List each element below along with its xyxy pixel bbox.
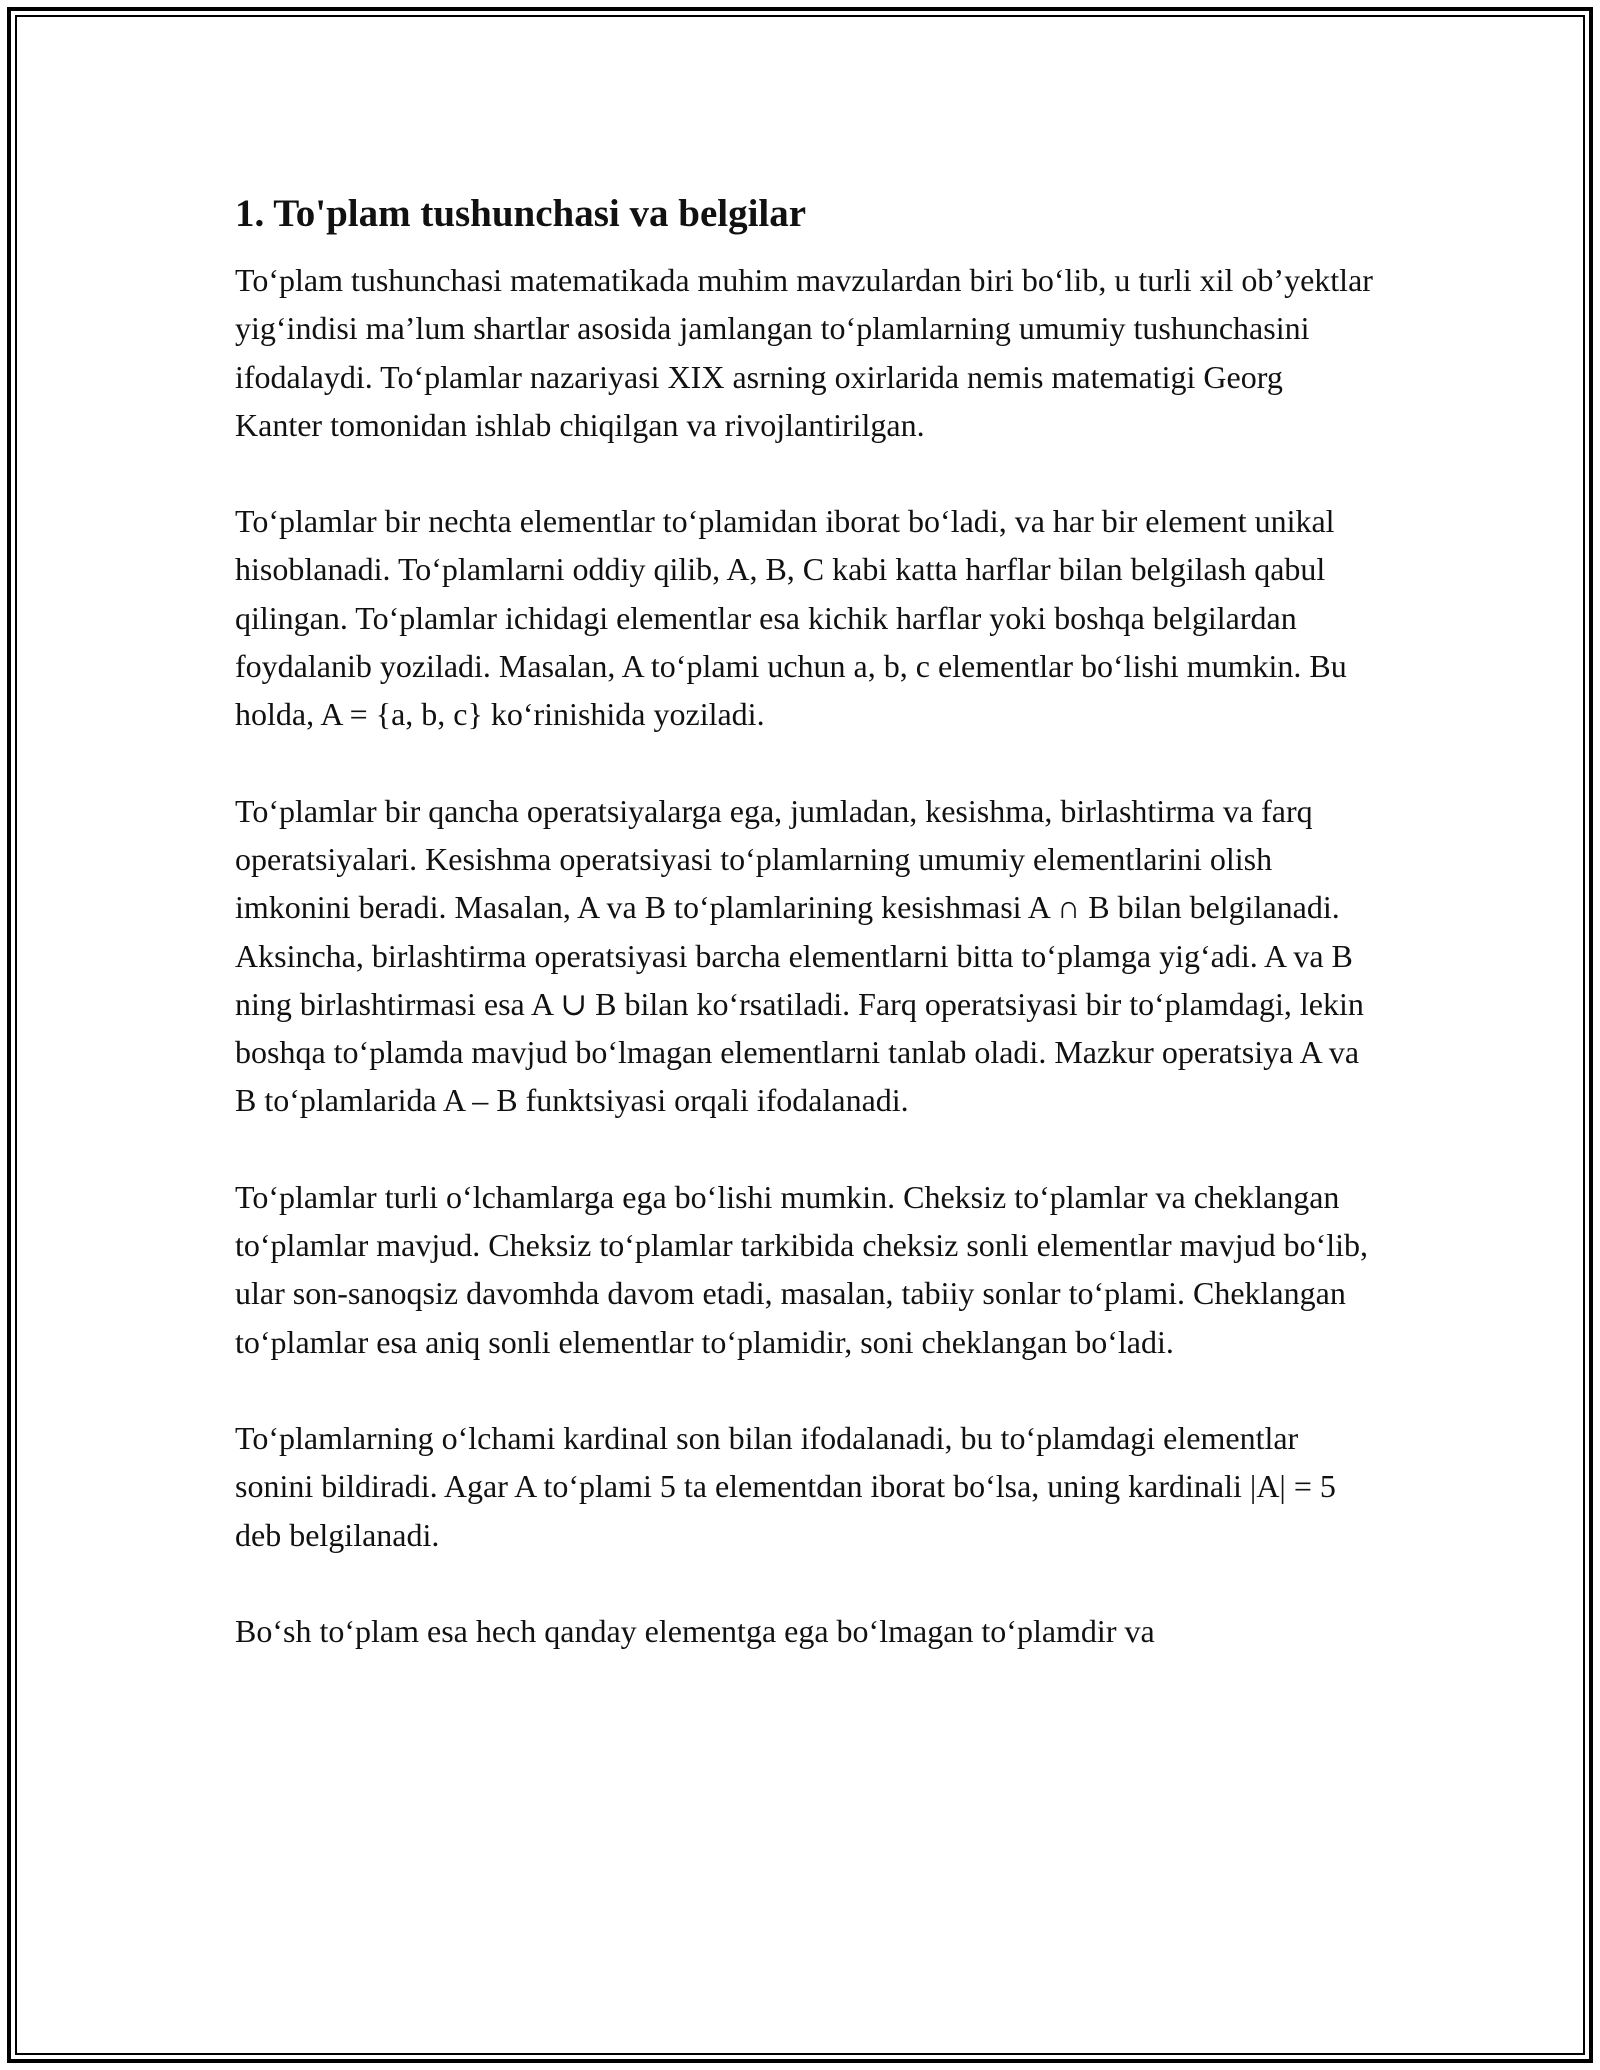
section-heading: 1. To'plam tushunchasi va belgilar [235, 192, 807, 235]
paragraph-intro: To‘plam tushunchasi matematikada muhim mavzulardan biri bo‘lib, u turli xil ob’yektlar yig‘indisi ma’lum shartlar asosida jamlangan to‘plamlarning umumiy tushunchasini ifodalaydi. To‘plamlar nazariyasi XIX asrning oxirlarida nemis matematigi Georg Kanter tomonidan ishlab chiqilgan va rivojlantirilgan. [235, 262, 1373, 443]
paragraph-empty-set: Bo‘sh to‘plam esa hech qanday elementga ega bo‘lmagan to‘plamdir va [235, 1612, 1155, 1649]
paragraph-sizes: To‘plamlar turli o‘lchamlarga ega bo‘lishi mumkin. Cheksiz to‘plamlar va cheklangan to‘plamlar mavjud. Cheksiz to‘plamlar tarkibida cheksiz sonli elementlar mavjud bo‘lib, ular son-sanoqsiz davomhda davom etadi, masalan, tabiiy sonlar to‘plami. Cheklangan to‘plamlar esa aniq sonli elementlar to‘plamidir, soni cheklangan bo‘ladi. [235, 1178, 1369, 1360]
document-body [235, 190, 1375, 1703]
paragraph-elements: To‘plamlar bir nechta elementlar to‘plamidan iborat bo‘ladi, va har bir element unikal hisoblanadi. To‘plamlarni oddiy qilib, A, B, C kabi katta harflar bilan belgilash qabul qilingan. To‘plamlar ichidagi elementlar esa kichik harflar yoki boshqa belgilardan foydalanib yoziladi. Masalan, A to‘plami uchun a, b, c elementlar bo‘lishi mumkin. Bu holda, A = {a, b, c} ko‘rinishida yoziladi. [235, 503, 1347, 733]
paragraph-cardinality: To‘plamlarning o‘lchami kardinal son bilan ifodalanadi, bu to‘plamdagi elementlar sonini bildiradi. Agar A to‘plami 5 ta elementdan iborat bo‘lsa, uning kardinali |A| = 5 deb belgilanadi. [235, 1419, 1336, 1553]
paragraph-operations: To‘plamlar bir qancha operatsiyalarga ega, jumladan, kesishma, birlashtirma va farq operatsiyalari. Kesishma operatsiyasi to‘plamlarning umumiy elementlarini olish imkonini beradi. Masalan, A va B to‘plamlarining kesishmasi A ∩ B bilan belgilanadi. Aksincha, birlashtirma operatsiyasi barcha elementlarni bitta to‘plamga yig‘adi. A va B ning birlashtirmasi esa A ∪ B bilan ko‘rsatiladi. Farq operatsiyasi bir to‘plamdagi, lekin boshqa to‘plamda mavjud bo‘lmagan elementlarni tanlab oladi. Mazkur operatsiya A va B to‘plamlarida A – B funktsiyasi orqali ifodalanadi. [235, 792, 1364, 1119]
